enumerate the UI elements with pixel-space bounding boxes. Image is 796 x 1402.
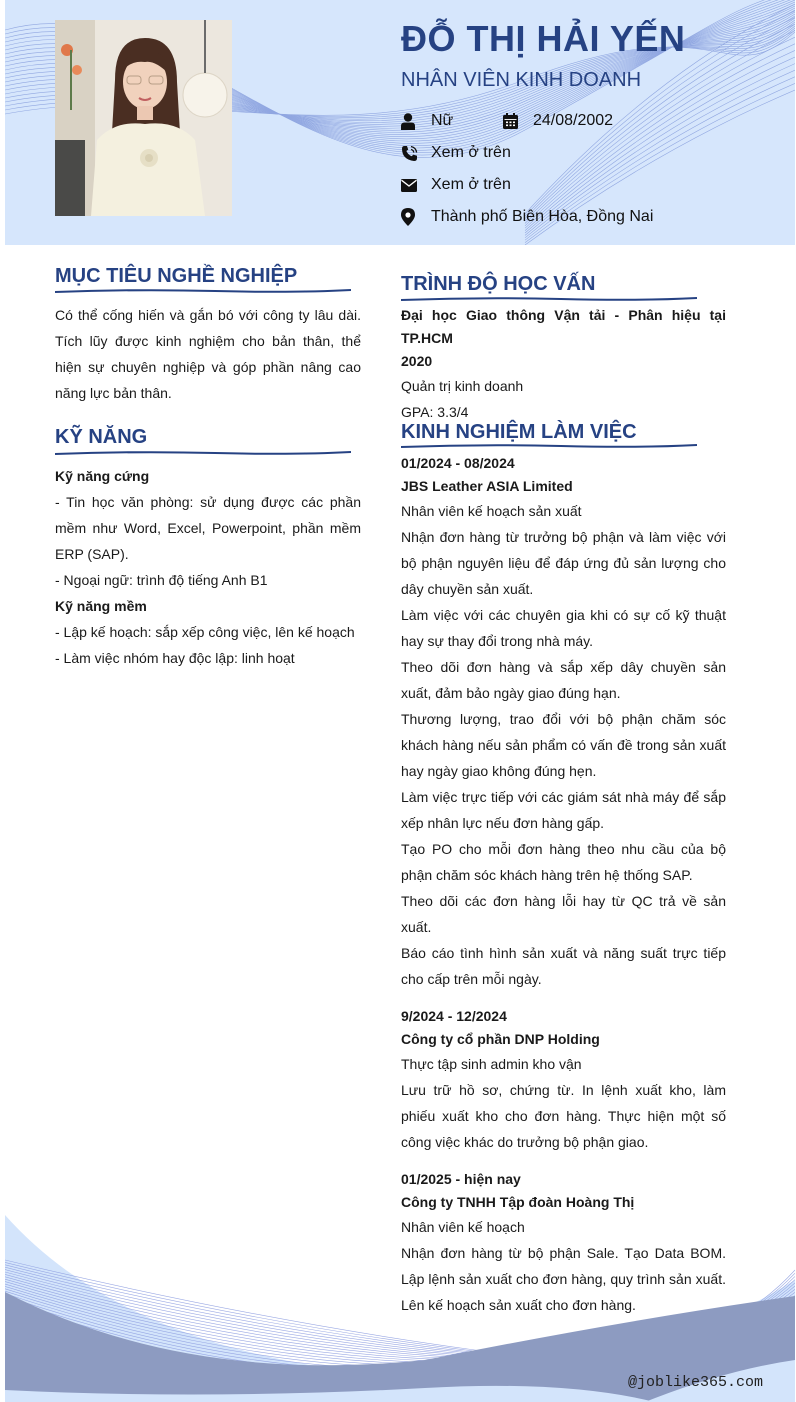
footer-decoration bbox=[5, 1200, 795, 1402]
birthdate-row bbox=[503, 112, 613, 130]
job-entry bbox=[401, 452, 726, 992]
hard-skill-item: - Ngoại ngữ: trình độ tiếng Anh B1 bbox=[55, 572, 268, 588]
candidate-job-title: NHÂN VIÊN KINH DOANH bbox=[401, 69, 642, 91]
hard-skill-item: - Tin học văn phòng: sử dụng được các phần mềm như Word, Excel, Powerpoint, phần mềm ERP (SAP). bbox=[55, 494, 361, 562]
email-value: Xem ở trên bbox=[431, 176, 511, 193]
phone-value: Xem ở trên bbox=[431, 144, 511, 161]
job-duty: Thương lượng, trao đổi với bộ phận chăm sóc khách hàng nếu sản phẩm có vấn đề trong sản xuất hay ngày giao không đúng hẹn. bbox=[401, 711, 726, 779]
job-duty: Làm việc trực tiếp với các giám sát nhà máy để sắp xếp nhân lực nếu đơn hàng gấp. bbox=[401, 789, 726, 831]
gender-value: Nữ bbox=[431, 112, 454, 129]
education-underline bbox=[401, 296, 697, 302]
job-duty: Theo dõi các đơn hàng lỗi hay từ QC trả về sản xuất. bbox=[401, 893, 726, 935]
birthdate-value: 24/08/2002 bbox=[533, 112, 614, 129]
job-company: JBS Leather ASIA Limited bbox=[401, 478, 573, 494]
profile-photo bbox=[55, 20, 232, 216]
map-pin-icon bbox=[401, 208, 431, 226]
job-duty: Làm việc với các chuyên gia khi có sự cố kỹ thuật hay sự thay đổi trong nhà máy. bbox=[401, 607, 726, 649]
objective-underline bbox=[55, 288, 351, 294]
experience-title: KINH NGHIỆM LÀM VIỆC bbox=[401, 421, 637, 443]
job-company: Công ty cổ phần DNP Holding bbox=[401, 1031, 600, 1047]
calendar-icon bbox=[503, 112, 533, 130]
address-row bbox=[401, 208, 653, 226]
education-school: Đại học Giao thông Vận tải - Phân hiệu tại TP.HCM bbox=[401, 307, 726, 346]
user-icon bbox=[401, 112, 431, 130]
phone-row bbox=[401, 144, 511, 162]
job-entry bbox=[401, 1005, 726, 1155]
job-period: 01/2025 - hiện nay bbox=[401, 1171, 521, 1187]
job-period: 01/2024 - 08/2024 bbox=[401, 455, 515, 471]
soft-skill-item: - Làm việc nhóm hay độc lập: linh hoạt bbox=[55, 650, 295, 666]
job-duty: Tạo PO cho mỗi đơn hàng theo nhu cầu của bộ phận chăm sóc khách hàng trên hệ thống SAP. bbox=[401, 841, 726, 883]
gender-row bbox=[401, 112, 453, 130]
address-value: Thành phố Biên Hòa, Đồng Nai bbox=[431, 208, 654, 225]
job-period: 9/2024 - 12/2024 bbox=[401, 1008, 507, 1024]
job-company: Công ty TNHH Tập đoàn Hoàng Thị bbox=[401, 1194, 635, 1210]
skills-title: KỸ NĂNG bbox=[55, 426, 148, 448]
email-row bbox=[401, 176, 511, 194]
education-text bbox=[401, 304, 726, 425]
skills-text bbox=[55, 463, 361, 671]
candidate-name: ĐỖ THỊ HẢI YẾN bbox=[401, 18, 686, 59]
watermark-text: @joblike365.com bbox=[627, 1374, 763, 1391]
job-duty: Theo dõi đơn hàng và sắp xếp dây chuyền sản xuất, đảm bảo ngày giao đúng hạn. bbox=[401, 659, 726, 701]
cv-header bbox=[5, 0, 795, 245]
envelope-icon bbox=[401, 176, 431, 194]
job-position: Nhân viên kế hoạch bbox=[401, 1219, 525, 1235]
job-duty: Nhận đơn hàng từ bộ phận Sale. Tạo Data BOM. Lập lệnh sản xuất cho đơn hàng, quy trình sản xuất. Lên kế hoạch sản xuất cho đơn hàng. bbox=[401, 1245, 726, 1313]
objective-title: MỤC TIÊU NGHỀ NGHIỆP bbox=[55, 265, 298, 287]
skills-underline bbox=[55, 450, 351, 456]
footer-wave-shape bbox=[5, 1200, 795, 1402]
job-duty: Lưu trữ hồ sơ, chứng từ. In lệnh xuất kho, làm phiếu xuất kho cho đơn hàng. Thực hiện một số công việc khác do trưởng bộ phận giao. bbox=[401, 1082, 726, 1150]
job-duty: Nhận đơn hàng từ trưởng bộ phận và làm việc với bộ phận nguyên liệu để đáp ứng đủ sản lượng cho dây chuyền sản xuất. bbox=[401, 529, 726, 597]
hard-skills-title: Kỹ năng cứng bbox=[55, 468, 150, 484]
soft-skill-item: - Lập kế hoạch: sắp xếp công việc, lên kế hoạch bbox=[55, 624, 355, 640]
job-position: Thực tập sinh admin kho vận bbox=[401, 1056, 582, 1072]
education-major: Quản trị kinh doanh bbox=[401, 378, 524, 394]
objective-text bbox=[55, 302, 361, 406]
objective-paragraph: Có thể cống hiến và gắn bó với công ty lâu dài. Tích lũy được kinh nghiệm cho bản thân, thể hiện sự chuyên nghiệp và góp phần nâng cao năng lực bản thân. bbox=[55, 307, 361, 401]
job-duty: Báo cáo tình hình sản xuất và năng suất trực tiếp cho cấp trên mỗi ngày. bbox=[401, 945, 726, 987]
experience-underline bbox=[401, 443, 697, 449]
soft-skills-title: Kỹ năng mềm bbox=[55, 598, 147, 614]
cv-page bbox=[5, 0, 795, 1402]
education-gpa: GPA: 3.3/4 bbox=[401, 404, 469, 420]
phone-icon bbox=[401, 144, 431, 162]
education-title: TRÌNH ĐỘ HỌC VẤN bbox=[401, 273, 596, 295]
education-year: 2020 bbox=[401, 353, 433, 369]
job-position: Nhân viên kế hoạch sản xuất bbox=[401, 503, 582, 519]
